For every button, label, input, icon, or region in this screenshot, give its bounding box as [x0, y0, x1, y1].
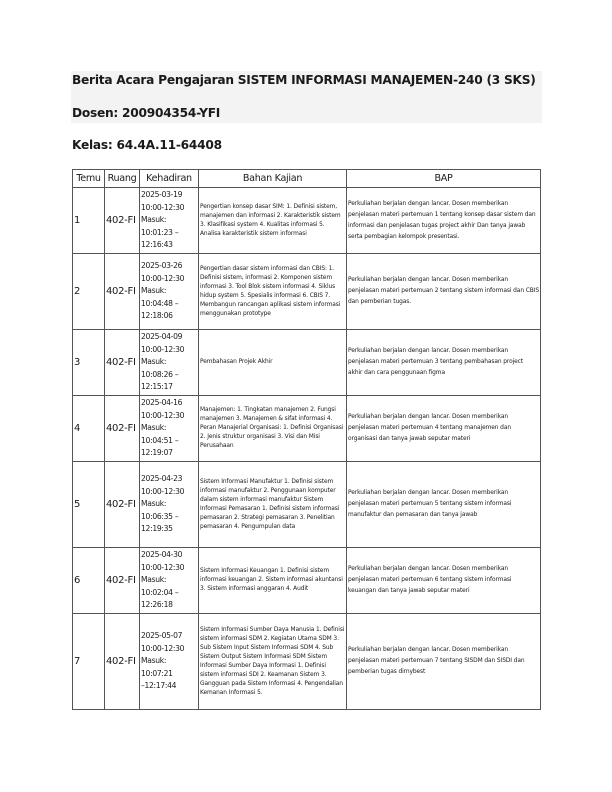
- attendance-cell: [140, 614, 199, 710]
- table-row: [73, 548, 541, 614]
- attendance-time: 10:04:51 – 12:19:07: [141, 435, 179, 458]
- room: 402-FI: [105, 188, 140, 254]
- attendance-time: 10:04:48 – 12:18:06: [141, 298, 179, 321]
- attendance-date: 2025-04-23: [141, 474, 183, 484]
- meeting-number: 7: [73, 614, 105, 710]
- teaching-record-table: [72, 169, 541, 710]
- teaching-report: Perkuliahan berjalan dengan lancar. Dosen memberikan penjelasan materi pertemuan 3 tentang pembahasan project akhir dan cara penggunaan figma: [347, 330, 541, 396]
- lecturer-line: Dosen: 200904354-YFI: [72, 106, 221, 120]
- teaching-report: Perkuliahan berjalan dengan lancar. Dosen memberikan penjelasan materi pertemuan 2 tentang sistem informasi dan CBIS dan pemberian tugas.: [347, 254, 541, 330]
- class-line: Kelas: 64.4A.11-64408: [72, 138, 222, 152]
- room: 402-FI: [105, 396, 140, 462]
- attendance-hours: 10:00-12:30: [141, 202, 185, 212]
- attendance-label: Masuk:: [141, 423, 167, 433]
- teaching-report: Perkuliahan berjalan dengan lancar. Dosen memberikan penjelasan materi pertemuan 5 tentang sistem informasi manufaktur dan pemasaran dan tanya jawab: [347, 462, 541, 548]
- teaching-report: Perkuliahan berjalan dengan lancar. Dosen memberikan penjelasan materi pertemuan 1 tentang konsep dasar sistem dan informasi dan penjelasan tugas project akhir Dan tanya jawab serta pembagian kelompok presentasi.: [347, 188, 541, 254]
- room: 402-FI: [105, 614, 140, 710]
- attendance-cell: [140, 462, 199, 548]
- course-material: Pembahasan Projek Akhir: [199, 330, 347, 396]
- attendance-time: 10:02:04 – 12:26:18: [141, 587, 179, 610]
- meeting-number: 5: [73, 462, 105, 548]
- attendance-label: Masuk:: [141, 215, 167, 225]
- attendance-hours: 10:00-12:30: [141, 562, 185, 572]
- room: 402-FI: [105, 330, 140, 396]
- attendance-cell: [140, 330, 199, 396]
- meeting-number: 2: [73, 254, 105, 330]
- attendance-date: 2025-04-30: [141, 550, 183, 560]
- table-header-row: [73, 170, 541, 188]
- meeting-number: 4: [73, 396, 105, 462]
- column-header-bahan-kajian: Bahan Kajian: [199, 170, 347, 188]
- table-row: [73, 188, 541, 254]
- course-material: Pengertian konsep dasar SIM: 1. Definisi sistem, manajemen dan informasi 2. Karakteristik sistem 3. Klasifikasi system 4. Kualitas informasi 5. Analisa karakteristik sistem informasi: [199, 188, 347, 254]
- attendance-label: Masuk:: [141, 286, 167, 296]
- attendance-time: 10:08:26 – 12:15:17: [141, 369, 179, 392]
- course-material: Manajemen: 1. Tingkatan manajemen 2. Fungsi manajemen 3. Manajemen & sifat informasi 4. Peran Manajerial Organisasi: 1. Definisi Organisasi 2. Jenis struktur organisasi 3. Visi dan Misi Perusahaan: [199, 396, 347, 462]
- room: 402-FI: [105, 548, 140, 614]
- course-material: Pengertian dasar sistem informasi dan CBIS: 1. Definisi sistem, informasi 2. Komponen sistem informasi 3. Tool Blok sistem informasi 4. Siklus hidup system 5. Spesialis informasi 6. CBIS 7. Membangun rancangan aplikasi sistem informasi menggunakan prototype: [199, 254, 347, 330]
- table-row: [73, 462, 541, 548]
- attendance-cell: [140, 188, 199, 254]
- attendance-hours: 10:00-12:30: [141, 486, 185, 496]
- attendance-label: Masuk:: [141, 499, 167, 509]
- table-row: [73, 396, 541, 462]
- table-row: [73, 614, 541, 710]
- meeting-number: 1: [73, 188, 105, 254]
- column-header-temu: Temu: [73, 170, 105, 188]
- attendance-date: 2025-03-19: [141, 190, 183, 200]
- room: 402-FI: [105, 254, 140, 330]
- room: 402-FI: [105, 462, 140, 548]
- document-title: Berita Acara Pengajaran SISTEM INFORMASI MANAJEMEN-240 (3 SKS): [72, 73, 536, 87]
- table-row: [73, 254, 541, 330]
- attendance-label: Masuk: 10:07:21: [141, 656, 173, 678]
- attendance-hours: 10:00-12:30: [141, 344, 185, 354]
- attendance-hours: 10:00-12:30: [141, 410, 185, 420]
- meeting-number: 6: [73, 548, 105, 614]
- attendance-hours: 10:00-12:30: [141, 643, 185, 653]
- attendance-date: 2025-03-26: [141, 261, 183, 271]
- course-material: Sistem Informasi Sumber Daya Manusia 1. Definisi sistem informasi SDM 2. Kegiatan Utama SDM 3. Sub Sistem Input Sistem Informasi SDM 4. Sub Sistem Output Sistem Informasi SDM Sistem Informasi Sumber Daya Informasi 1. Definisi sistem informasi SDI 2. Keamanan Sistem 3. Gangguan pada Sistem Informasi 4. Pengendalian Kemanan Informasi 5.: [199, 614, 347, 710]
- teaching-report: Perkuliahan berjalan dengan lancar. Dosen memberikan penjelasan materi pertemuan 6 tentang sistem informasi keuangan dan tanya jawab seputar materi: [347, 548, 541, 614]
- attendance-hours: 10:00-12:30: [141, 273, 185, 283]
- attendance-time: 10:06:35 – 12:19:35: [141, 511, 179, 534]
- course-material: Sistem Informasi Keuangan 1. Definisi sistem informasi keuangan 2. Sistem informasi akuntansi 3. Sistem informasi anggaran 4. Audit: [199, 548, 347, 614]
- course-material: Sistem Informasi Manufaktur 1. Definisi sistem informasi manufaktur 2. Penggunaan komputer dalam sistem informasi manufaktur Sistem Informasi Pemasaran 1. Definisi sistem informasi pemasaran 2. Strategi pemasaran 3. Penelitian pemasaran 4. Pengumpulan data: [199, 462, 347, 548]
- attendance-label: Masuk:: [141, 575, 167, 585]
- attendance-time: 10:01:23 – 12:16:43: [141, 227, 179, 250]
- column-header-bap: BAP: [347, 170, 541, 188]
- column-header-kehadiran: Kehadiran: [140, 170, 199, 188]
- attendance-date: 2025-05-07: [141, 631, 183, 641]
- attendance-time: –12:17:44: [141, 681, 177, 691]
- meeting-number: 3: [73, 330, 105, 396]
- attendance-cell: [140, 254, 199, 330]
- attendance-cell: [140, 548, 199, 614]
- teaching-report: Perkuliahan berjalan dengan lancar. Dosen memberikan penjelasan materi pertemuan 4 tentang manajemen dan organisasi dan tanya jawab seputar materi: [347, 396, 541, 462]
- attendance-date: 2025-04-16: [141, 398, 183, 408]
- teaching-report: Perkuliahan berjalan dengan lancar. Dosen memberikan penjelasan materi pertemuan 7 tentang SISDM dan SISDI dan pemberian tugas dirnybest: [347, 614, 541, 710]
- attendance-label: Masuk:: [141, 357, 167, 367]
- attendance-date: 2025-04-09: [141, 332, 183, 342]
- table-row: [73, 330, 541, 396]
- attendance-cell: [140, 396, 199, 462]
- column-header-ruang: Ruang: [105, 170, 140, 188]
